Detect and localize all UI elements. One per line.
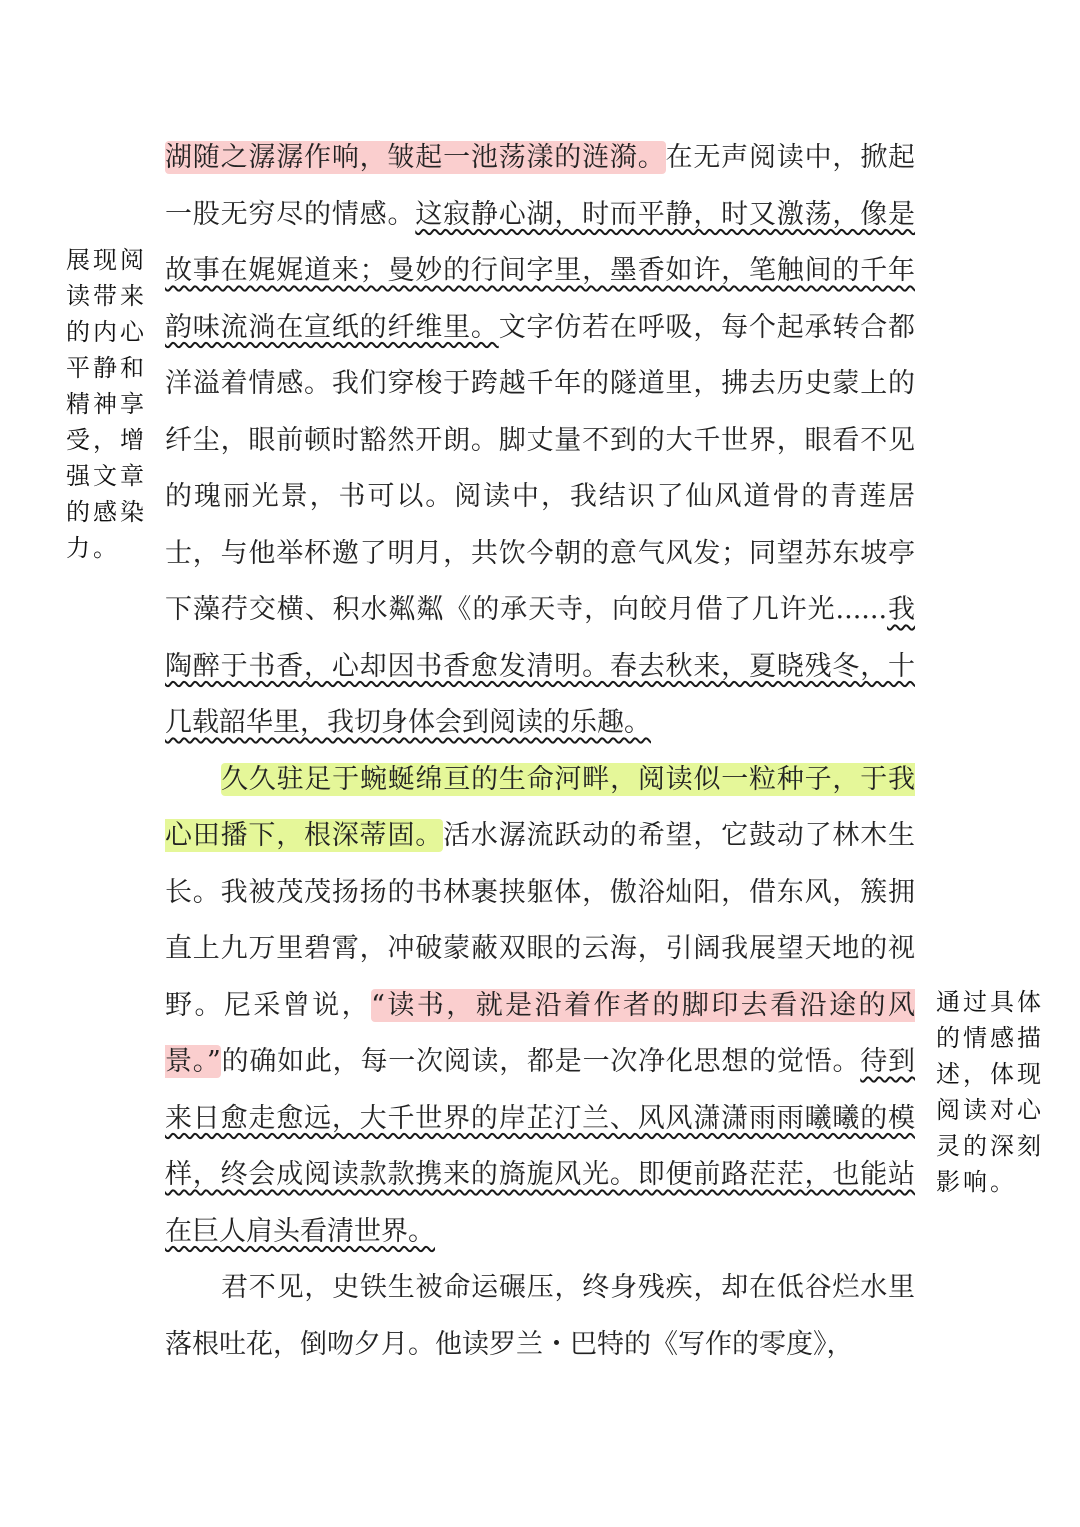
paragraph-3 [165,1260,915,1373]
p3-text: 君不见，史铁生被命运碾压，终身残疾，却在低谷烂水里落根吐花，倒吻夕月。他读罗兰・巴特的《写作的零度》， [165,1272,915,1360]
pink-highlight-quote: “读书，就是沿着作者的脚印去看沿途的风景。” [165,989,915,1077]
p1-text-1: 在无声阅读中，掀起一股无穷尽的情感。 [165,142,916,230]
paragraph-1 [165,130,915,752]
p1-text-2: 文字仿若在呼吸，每个起承转合都洋溢着情感。我们穿梭于跨越千年的隧道里，拂去历史蒙上的纤尘，眼前顿时豁然开朗。脚丈量不到的大千世界，眼看不见的瑰丽光景，书可以。阅读中，我结识了仙风道骨的青莲居士，与他举杯邀了明月，共饮今朝的意气风发；同望苏东坡亭下藻荇交横、积水粼粼《的承天寺，向皎月借了几许光...... [165,311,916,625]
pink-highlight-1: 湖随之潺潺作响，皱起一池荡漾的涟漪。 [165,142,666,173]
wavy-underline-3: 待到来日愈走愈远，大千世界的岸芷汀兰、风风潇潇雨雨曦曦的模样，终会成阅读款款携来的旖旎风光。即便前路茫茫，也能站在巨人肩头看清世界。 [165,1046,916,1247]
margin-note-right: 通过具体的情感描述，体现阅读对心灵的深刻影响。 [936,988,1044,1196]
p2-text-1: 活水潺流跃动的希望，它鼓动了林木生长。我被茂茂扬扬的书林裹挟躯体，傲浴灿阳，借东风，簇拥直上九万里碧霄，冲破蒙蔽双眼的云海，引阔我展望天地的视野。尼采曾说， [165,820,916,1021]
green-highlight: 久久驻足于蜿蜒绵亘的生命河畔，阅读似一粒种子，于我心田播下，根深蒂固。 [165,763,915,851]
margin-note-left: 展现阅读带来的内心平静和精神享受，增强文章的感染力。 [66,246,147,562]
essay-body [165,130,915,1373]
paragraph-2 [165,752,915,1261]
p2-text-2: 的确如此，每一次阅读，都是一次净化思想的觉悟。 [220,1046,861,1077]
wavy-underline-1: 这寂静心湖，时而平静，时又激荡，像是故事在娓娓道来；曼妙的行间字里，墨香如许，笔触间的千年韵味流淌在宣纸的纤维里。 [165,198,916,343]
wavy-underline-2: 我陶醉于书香，心却因书香愈发清明。春去秋来，夏晓残冬，十几载韶华里，我切身体会到阅读的乐趣。 [165,594,916,738]
